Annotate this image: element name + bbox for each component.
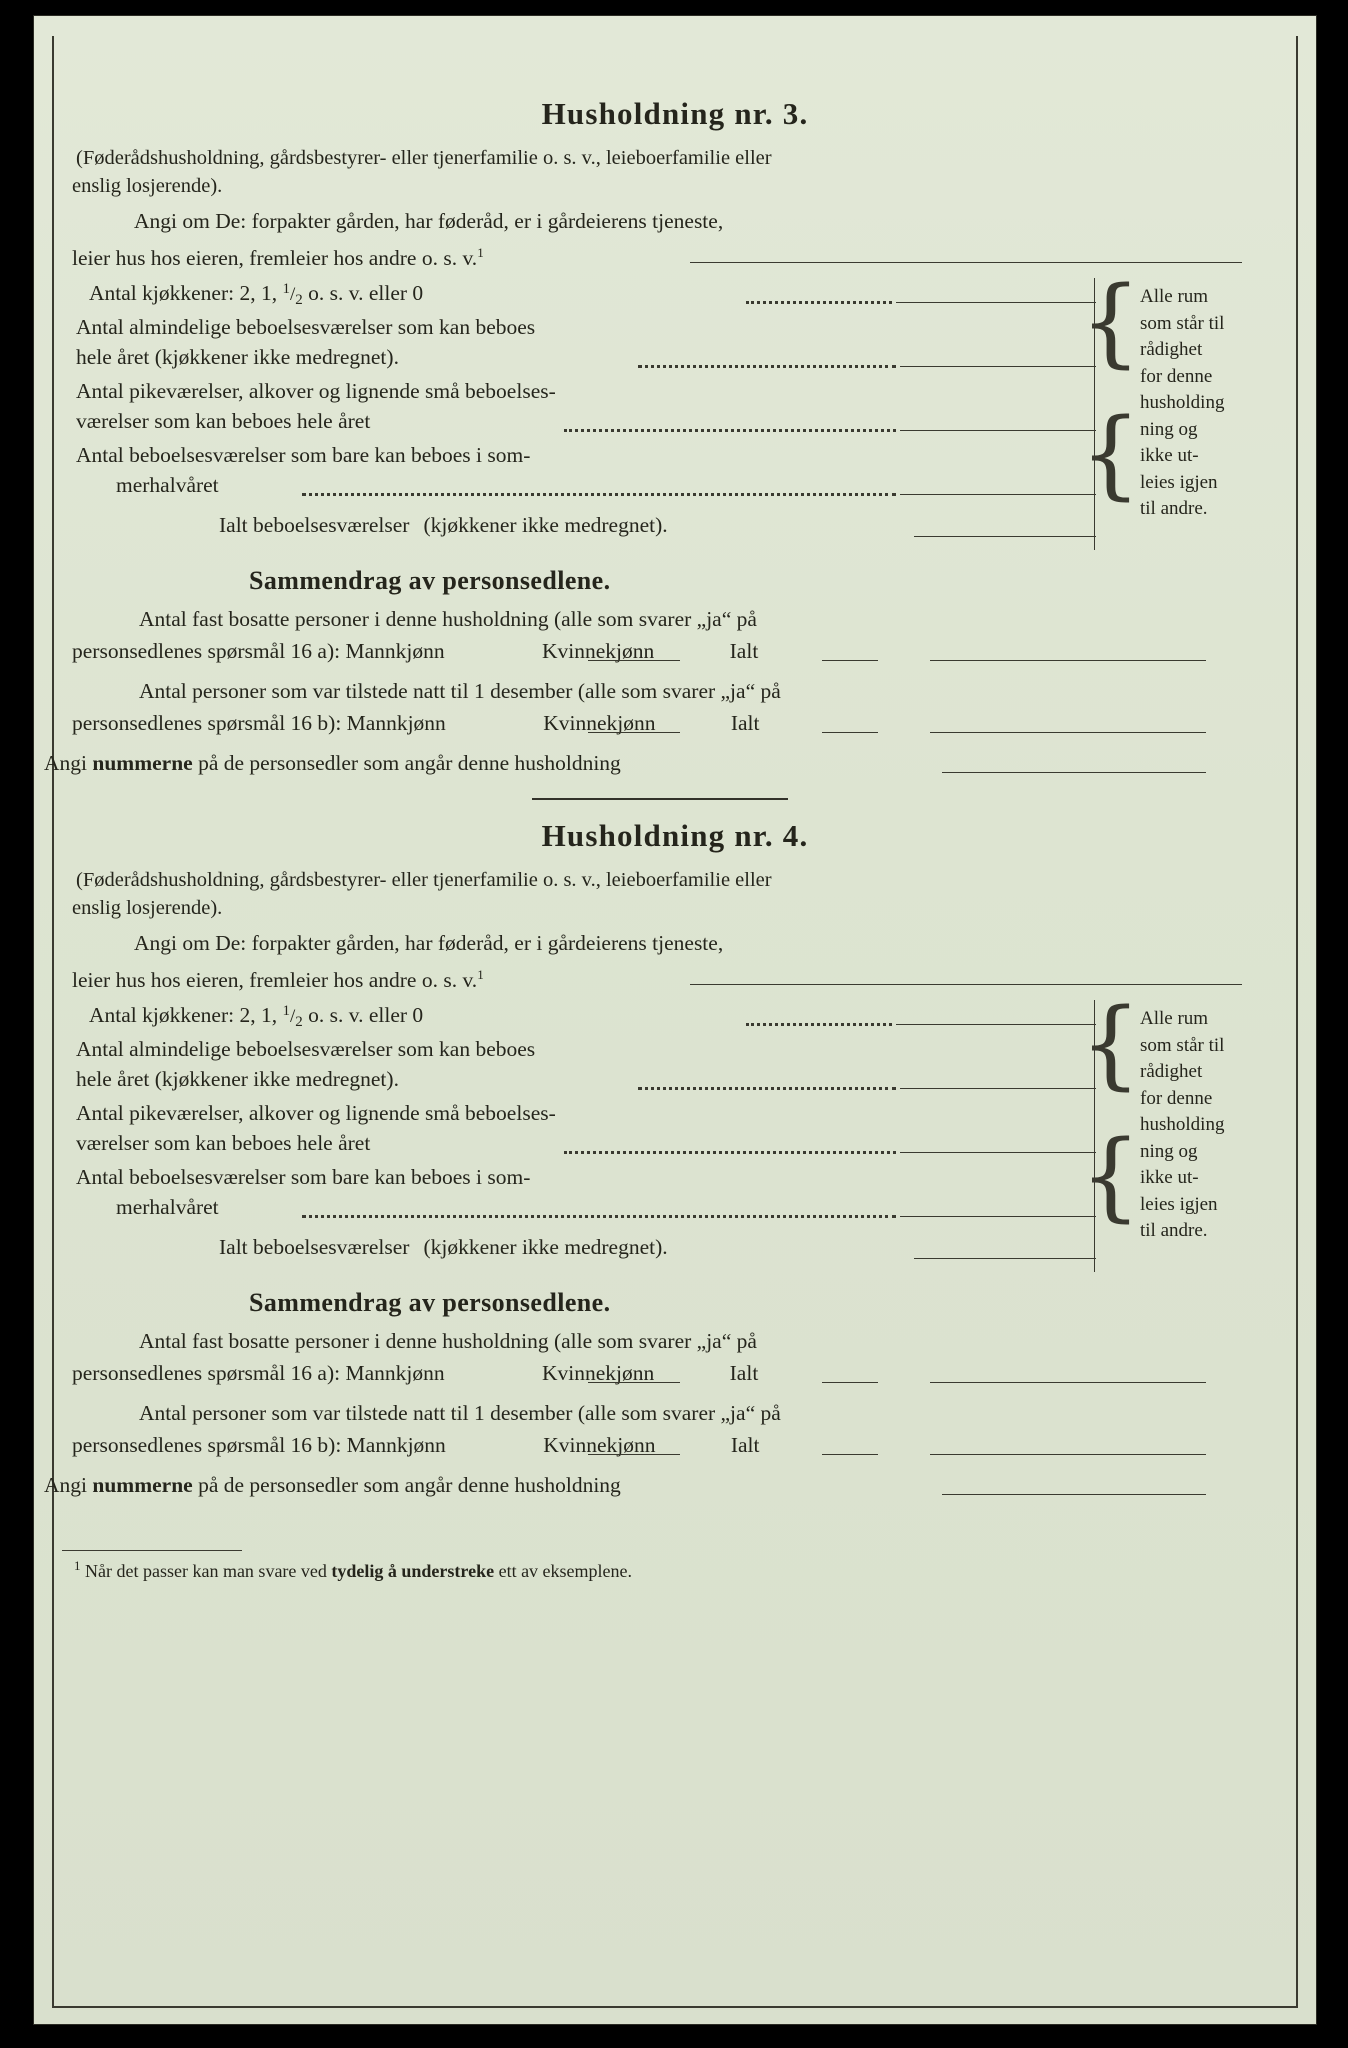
brace-line-9: til andre.	[1140, 498, 1208, 519]
question-intro-line1: Angi om De: forpakter gården, har føderåd, er i gårdeierens tjeneste,	[134, 209, 724, 233]
numbers-line-pre: Angi	[44, 751, 93, 775]
brace-line-2: som står til	[1140, 312, 1225, 334]
maid-rooms-label-line1: Antal pikeværelser, alkover og lignende små beboelses-	[76, 1101, 556, 1125]
brace-note	[1140, 284, 1290, 523]
brace-line-7: ikke ut-	[1140, 1167, 1199, 1188]
brace-line-1: Alle rum	[1140, 286, 1209, 307]
kitchens-label: Antal kjøkkener: 2, 1,	[89, 1003, 283, 1027]
footnote-text-bold: tydelig å understreke	[331, 1561, 495, 1581]
kitchens-answer-line[interactable]	[896, 302, 1096, 303]
kitchens-label: Antal kjøkkener: 2, 1,	[89, 281, 283, 305]
brace-line-7: ikke ut-	[1140, 445, 1199, 466]
summary-a-total-label: Ialt	[729, 1361, 759, 1385]
answer-line[interactable]	[690, 262, 1242, 263]
question-intro-line1: Angi om De: forpakter gården, har føderåd, er i gårdeierens tjeneste,	[134, 931, 724, 955]
total-rooms-note: (kjøkkener ikke medregnet).	[423, 513, 668, 537]
total-rooms-label: Ialt beboelsesværelser	[219, 1235, 410, 1259]
ordinary-rooms-label-line1: Antal almindelige beboelsesværelser som kan beboes	[76, 1037, 536, 1061]
summary-b-total-line[interactable]	[930, 1454, 1206, 1455]
summer-rooms-label-line2: merhalvåret	[116, 473, 219, 497]
summary-a-female-line[interactable]	[822, 1382, 878, 1383]
ordinary-rooms-answer-line[interactable]	[900, 366, 1096, 367]
ordinary-rooms-label-line2: hele året (kjøkkener ikke medregnet).	[76, 345, 399, 369]
maid-rooms-answer-line[interactable]	[900, 430, 1096, 431]
brace-line-4: for denne	[1140, 1087, 1213, 1109]
fraction-slash: /	[289, 1006, 296, 1027]
brace-line-3: rådighet	[1140, 339, 1203, 360]
numbers-answer-line[interactable]	[942, 772, 1206, 773]
summary-b-female-label: Kvinnekjønn	[543, 711, 656, 735]
ordinary-rooms-label-line1: Antal almindelige beboelsesværelser som kan beboes	[76, 315, 536, 339]
summary-b-female-label: Kvinnekjønn	[543, 1433, 656, 1457]
summary-b-line2: personsedlenes spørsmål 16 b): Mannkjønn	[72, 711, 446, 735]
dot-leader	[302, 1215, 896, 1218]
total-rooms-answer-line[interactable]	[914, 536, 1096, 537]
maid-rooms-label-line2: værelser som kan beboes hele året	[76, 1131, 371, 1155]
brace-note	[1140, 1006, 1290, 1245]
footnote-marker: 1	[74, 1558, 81, 1573]
summer-rooms-label-line2: merhalvåret	[116, 1195, 219, 1219]
summer-rooms-answer-line[interactable]	[900, 494, 1096, 495]
numbers-answer-line[interactable]	[942, 1494, 1206, 1495]
brace-line-9: til andre.	[1140, 1220, 1208, 1241]
brace-line-8: leies igjen	[1140, 1193, 1218, 1215]
brace-bottom-icon: {	[1080, 398, 1142, 510]
question-intro-line2: leier hus hos eieren, fremleier hos andre o. s. v.	[72, 968, 478, 993]
brace-line-5: husholding	[1140, 392, 1225, 413]
brace-line-6: ning og	[1140, 1140, 1198, 1162]
answer-line[interactable]	[690, 984, 1242, 985]
summary-a-total-line[interactable]	[930, 1382, 1206, 1383]
scanned-page	[34, 16, 1316, 2024]
summary-a-line2: personsedlenes spørsmål 16 a): Mannkjønn	[72, 639, 445, 663]
brace-line-6: ning og	[1140, 418, 1198, 440]
summer-rooms-answer-line[interactable]	[900, 1216, 1096, 1217]
summary-b-line1: Antal personer som var tilstede natt til 1 desember (alle som svarer „ja“ på	[139, 1401, 781, 1425]
summary-b-female-line[interactable]	[822, 732, 878, 733]
numbers-line-bold: nummerne	[92, 1473, 193, 1497]
footnote-divider	[62, 1550, 242, 1551]
dot-leader	[746, 1023, 892, 1026]
summary-a-male-line[interactable]	[588, 1382, 680, 1383]
summary-b-total-label: Ialt	[730, 1433, 760, 1457]
brace-line-2: som står til	[1140, 1034, 1225, 1056]
total-rooms-label: Ialt beboelsesværelser	[219, 513, 410, 537]
dot-leader	[746, 301, 892, 304]
summary-b-total-line[interactable]	[930, 732, 1206, 733]
household-subtitle-line1: (Føderådshusholdning, gårdsbestyrer- eller tjenerfamilie o. s. v., leieboerfamilie eller	[76, 147, 772, 169]
dot-leader	[564, 429, 896, 432]
ordinary-rooms-answer-line[interactable]	[900, 1088, 1096, 1089]
numbers-line-post: på de personsedler som angår denne husholdning	[192, 751, 621, 775]
household-title: Husholdning nr. 3.	[541, 96, 809, 131]
numbers-line-pre: Angi	[44, 1473, 93, 1497]
numbers-line-bold: nummerne	[92, 751, 193, 775]
numbers-line-post: på de personsedler som angår denne husholdning	[192, 1473, 621, 1497]
summary-a-female-line[interactable]	[822, 660, 878, 661]
household-subtitle-line1: (Føderådshusholdning, gårdsbestyrer- eller tjenerfamilie o. s. v., leieboerfamilie eller	[76, 869, 772, 891]
fraction-slash: /	[289, 284, 296, 305]
brace-line-3: rådighet	[1140, 1061, 1203, 1082]
household-subtitle-line2: enslig losjerende).	[72, 897, 223, 919]
total-rooms-answer-line[interactable]	[914, 1258, 1096, 1259]
dot-leader	[564, 1151, 896, 1154]
summary-a-line1: Antal fast bosatte personer i denne husholdning (alle som svarer „ja“ på	[139, 607, 757, 631]
brace-bottom-icon: {	[1080, 1120, 1142, 1232]
summary-a-line1: Antal fast bosatte personer i denne husholdning (alle som svarer „ja“ på	[139, 1329, 757, 1353]
kitchens-label-end: o. s. v. eller 0	[302, 281, 424, 305]
kitchens-label-end: o. s. v. eller 0	[302, 1003, 424, 1027]
footnote-text-before: Når det passer kan man svare ved	[85, 1561, 332, 1581]
summary-b-total-label: Ialt	[730, 711, 760, 735]
summary-b-male-line[interactable]	[588, 732, 680, 733]
summary-a-total-line[interactable]	[930, 660, 1206, 661]
total-rooms-note: (kjøkkener ikke medregnet).	[423, 1235, 668, 1259]
household-subtitle-line2: enslig losjerende).	[72, 175, 223, 197]
summary-a-line2: personsedlenes spørsmål 16 a): Mannkjønn	[72, 1361, 445, 1385]
dot-leader	[638, 1087, 896, 1090]
dot-leader	[302, 493, 896, 496]
maid-rooms-label-line2: værelser som kan beboes hele året	[76, 409, 371, 433]
summary-b-male-line[interactable]	[588, 1454, 680, 1455]
summary-a-female-label: Kvinnekjønn	[541, 639, 655, 663]
brace-line-1: Alle rum	[1140, 1008, 1209, 1029]
brace-line-8: leies igjen	[1140, 471, 1218, 493]
fraction-numerator: 1	[282, 281, 290, 297]
footnote-ref: 1	[477, 245, 484, 260]
summary-b-line2: personsedlenes spørsmål 16 b): Mannkjønn	[72, 1433, 446, 1457]
fraction-denominator: 2	[295, 292, 303, 308]
summary-b-line1: Antal personer som var tilstede natt til 1 desember (alle som svarer „ja“ på	[139, 679, 781, 703]
ordinary-rooms-label-line2: hele året (kjøkkener ikke medregnet).	[76, 1067, 399, 1091]
question-intro-line2: leier hus hos eieren, fremleier hos andre o. s. v.	[72, 246, 478, 271]
fraction-numerator: 1	[282, 1003, 290, 1019]
footnote-text-after: ett av eksemplene.	[494, 1561, 633, 1581]
maid-rooms-answer-line[interactable]	[900, 1152, 1096, 1153]
household-separator	[532, 798, 788, 800]
footnote-ref: 1	[477, 967, 484, 982]
kitchens-answer-line[interactable]	[896, 1024, 1096, 1025]
fraction-denominator: 2	[295, 1014, 303, 1030]
brace-line-5: husholding	[1140, 1114, 1225, 1135]
summary-a-total-label: Ialt	[729, 639, 759, 663]
dot-leader	[638, 365, 896, 368]
brace-top-icon: {	[1080, 988, 1142, 1100]
summary-heading: Sammendrag av personsedlene.	[249, 1288, 611, 1317]
summary-a-female-label: Kvinnekjønn	[541, 1361, 655, 1385]
summer-rooms-label-line1: Antal beboelsesværelser som bare kan beboes i som-	[76, 443, 531, 467]
summary-heading: Sammendrag av personsedlene.	[249, 566, 611, 595]
form-sheet	[34, 16, 1316, 2024]
brace-line-4: for denne	[1140, 365, 1213, 387]
summary-a-male-line[interactable]	[588, 660, 680, 661]
summary-b-female-line[interactable]	[822, 1454, 878, 1455]
brace-top-icon: {	[1080, 266, 1142, 378]
maid-rooms-label-line1: Antal pikeværelser, alkover og lignende små beboelses-	[76, 379, 556, 403]
household-title: Husholdning nr. 4.	[541, 818, 809, 853]
summer-rooms-label-line1: Antal beboelsesværelser som bare kan beboes i som-	[76, 1165, 531, 1189]
